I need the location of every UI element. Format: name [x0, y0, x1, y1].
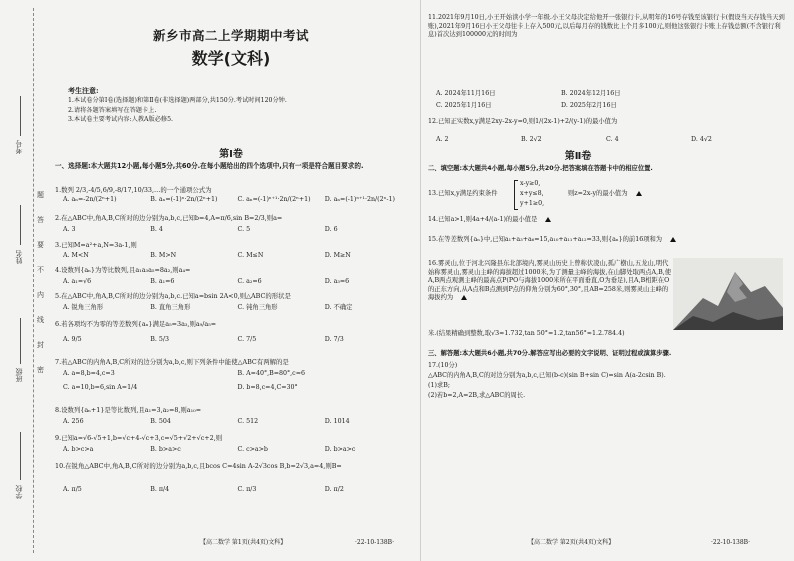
question-10-options	[63, 486, 412, 495]
q16-text: 16.雾灵山,位于河北兴隆县东北部境内,雾灵山历史上曾称伏凌山,孤广樹山,五龙山,明代始称雾灵山,雾灵山主峰的海拔超过1000米,为了测量主峰的海拔,在山脚处取两点A,B,使A,B两点观测主峰的最高点P(PO与海拔1000米所在平面垂直,O为垂足),且A,B相距在O的正东方向,从A点和B点测到P点的仰角分别为60°,30°,且AB=258米,则雾灵山主峰的海拔约为	[428, 260, 672, 301]
footer-page-label: 【高二数学 第1页(共4页)文科】	[200, 539, 287, 546]
option-a: A. 锐角三角形	[63, 304, 104, 311]
question-12: 12.已知正实数x,y满足2xy-2x-y=0,则1/(2x-1)+2/(y-1)的最小值为	[428, 118, 618, 125]
option-c: C. a=10,b=6,sin A=1/4	[63, 384, 138, 391]
mountain-figure	[673, 258, 783, 330]
right-page	[428, 0, 788, 561]
seal-char: 题	[37, 191, 44, 199]
q13-brace	[514, 180, 518, 210]
xingming-label: 姓名	[15, 250, 23, 264]
seal-char: 线	[37, 316, 44, 324]
seal-char: 内	[37, 291, 44, 299]
question-11-options-row1	[436, 90, 686, 99]
question-7-options-row1	[63, 370, 412, 379]
option-a: A. 9/5	[63, 336, 82, 343]
question-7-options-row2	[63, 384, 412, 393]
xuexiao-label: 学校	[15, 485, 23, 499]
option-b: B. 504	[150, 418, 171, 425]
option-c: C. 2025年1月16日	[436, 102, 492, 109]
q15-text: 15.在等差数列{aₙ}中,已知a₁+a₃+a₆=15,a₁₀+a₁₁+a₁₂=33,则{aₙ}的前16项和为	[428, 236, 663, 243]
question-11: 11.2021年9月10日,小王开始读小学一年级.小王父母决定给他开一张银行卡,从明年的16号存钱至该银行卡(假设当天存钱当天到账),2021年9月16日小王父母往卡上存入500元,以后每月存的钱数比上个月多100元,则他这张银行卡账上存钱总额(不含银行利息)首次达到100000元的时间为	[428, 14, 785, 38]
question-8: 8.设数列{aₙ+1}是等比数列,且a₁=3,a₂=8,则a₁₀=	[55, 406, 202, 414]
option-b: B. M>N	[150, 252, 177, 259]
question-15	[428, 236, 788, 245]
part3-heading: 三、解答题:本大题共6小题,共70分.解答应写出必要的文字说明、证明过程或演算步骤.	[428, 350, 672, 357]
question-16	[428, 260, 672, 303]
option-d: D. 6	[324, 226, 338, 233]
option-c: C. a₂=6	[237, 278, 262, 285]
option-a: A. a₁=√6	[63, 278, 92, 285]
question-3-options	[63, 252, 412, 261]
question-17-item: (1)求B;	[428, 382, 450, 389]
seal-char: 答	[37, 216, 44, 224]
option-a: A. b>c>a	[63, 446, 94, 453]
question-13-suffix	[568, 190, 788, 199]
option-b: B. 直角三角形	[150, 304, 191, 311]
notice-item: 3.本试卷主要考试内容:人教A版必修5.	[68, 116, 173, 124]
question-4: 4.设数列{aₙ}为等比数列,且a₁a₃a₅=8a₂,则a₄=	[55, 266, 191, 274]
footer-code: ·22-10-138B·	[711, 539, 750, 546]
seal-char: 要	[37, 241, 44, 249]
question-10: 10.在锐角△ABC中,角A,B,C所对的边分别为a,b,c,且bcos C=4sin A-2√3cos B,b=2√3,a=4,则B=	[55, 462, 342, 470]
option-d: D. b=8,c=4,C=30°	[237, 384, 298, 391]
question-17-item: (2)若b=2,A=2B,求△ABC的周长.	[428, 392, 526, 399]
blank-triangle-icon	[636, 191, 642, 196]
option-b: B. aₙ=(-1)ⁿ·2n/(2ⁿ+1)	[150, 196, 218, 203]
section2-title: 第Ⅱ卷	[564, 151, 592, 162]
option-c: C. 7/5	[237, 336, 257, 343]
q13-text: 则z=2x-y的最小值为	[568, 190, 628, 197]
question-1-options	[63, 196, 412, 205]
option-b: B. a₁=6	[150, 278, 175, 285]
option-a: A. π/5	[63, 486, 82, 493]
option-b: B. b>a>c	[150, 446, 181, 453]
question-6: 6.若各项均不为零的等差数列{aₙ}满足a₅=3a₃,则a₉/a₅=	[55, 320, 217, 328]
q13-condition: y+1≥0,	[520, 200, 545, 207]
q14-text: 14.已知a>1,则4a+4/(a-1)的最小值是	[428, 216, 538, 223]
kaohao-field[interactable]	[20, 96, 21, 136]
question-8-options	[63, 418, 412, 427]
binding-strip	[0, 0, 46, 561]
option-b: B. 4	[150, 226, 163, 233]
question-9: 9.已知a=√6-√5+1,b=√c+4-√c+3,c=√5+√2+√c+2,则	[55, 434, 223, 442]
question-9-options	[63, 446, 412, 455]
option-d: D. 1014	[324, 418, 350, 425]
option-a: A. aₙ=-2n/(2ⁿ+1)	[63, 196, 117, 203]
footer-code: ·22-10-138B·	[355, 539, 394, 546]
question-17-head: 17.(10分)	[428, 362, 458, 369]
option-b: B. π/4	[150, 486, 170, 493]
banji-label: 班级	[15, 368, 23, 382]
question-7: 7.若△ABC的内角A,B,C所对的边分别为a,b,c,则下列条件中能使△ABC有两解的是	[55, 358, 289, 366]
exam-title: 新乡市高二上学期期中考试	[152, 28, 309, 43]
option-a: A. 3	[63, 226, 76, 233]
seal-char: 封	[37, 341, 44, 349]
banji-field[interactable]	[20, 318, 21, 364]
option-c: C. aₙ=(-1)ⁿ⁺¹·2n/(2ⁿ+1)	[237, 196, 311, 203]
option-a: A. a=8,b=4,c=3	[63, 370, 115, 377]
seal-char: 不	[37, 266, 44, 274]
option-a: A. 2024年11月16日	[436, 90, 496, 97]
seal-line	[33, 8, 34, 553]
option-a: A. M<N	[63, 252, 89, 259]
notice-item: 2.请将各题答案填写在答题卡上.	[68, 106, 157, 114]
option-c: C. 512	[237, 418, 259, 425]
option-b: B. A=40°,B=80°,c=6	[237, 370, 305, 377]
question-3: 3.已知M=a²+a,N=3a-1,则	[55, 241, 137, 249]
question-5: 5.在△ABC中,角A,B,C所对的边分别为a,b,c.已知a=bsin 2A<0,则△ABC的形状是	[55, 292, 291, 300]
option-c: C. 钝角三角形	[237, 304, 278, 311]
option-c: C. π/3	[237, 486, 257, 493]
option-c: C. 5	[237, 226, 251, 233]
part2-heading: 二、填空题:本大题共4小题,每小题5分,共20分.把答案填在答题卡中的相应位置.	[428, 165, 653, 172]
option-d: D. M≥N	[324, 252, 351, 259]
xuexiao-field[interactable]	[20, 432, 21, 480]
page-fold	[420, 0, 421, 561]
kaohao-label: 考号	[15, 140, 23, 154]
question-12-options	[436, 136, 776, 145]
question-17-body: △ABC的内角A,B,C的对边分别为a,b,c,已知(b-c)(sin B+sin C)=sin A(a-2csin B).	[428, 372, 666, 379]
question-11-options-row2	[436, 102, 686, 111]
question-2-options	[63, 226, 412, 235]
question-14	[428, 216, 788, 225]
footer-page-label: 【高二数学 第2页(共4页)文科】	[528, 539, 615, 546]
question-16-tail: 米.(结果精确到整数,取√3≈1.732,tan 50°=1.2,tan56°≈1.2.784.4)	[428, 330, 625, 337]
option-d: D. π/2	[324, 486, 344, 493]
part1-heading: 一、选择题:本大题共12小题,每小题5分,共60分.在每小题给出的四个选项中,只有一项是符合题目要求的.	[55, 162, 364, 170]
option-a: A. 256	[63, 418, 84, 425]
option-c: C. c>a>b	[237, 446, 268, 453]
section1-title: 第Ⅰ卷	[219, 149, 243, 160]
xingming-field[interactable]	[20, 205, 21, 245]
option-b: B. 5/3	[150, 336, 170, 343]
q13-condition: x+y≤8,	[520, 190, 544, 197]
question-2: 2.在△ABC中,角A,B,C所对的边分别为a,b,c,已知b=4,A=π/6,sin B=2/3,则a=	[55, 214, 283, 222]
left-page	[50, 0, 412, 561]
blank-triangle-icon	[670, 237, 676, 242]
option-d: D. 4√2	[691, 136, 712, 143]
question-6-options	[63, 336, 412, 345]
question-4-options	[63, 278, 412, 287]
question-13-prefix: 13.已知x,y满足约束条件	[428, 190, 498, 197]
notice-box	[68, 86, 398, 126]
seal-char: 密	[37, 366, 44, 374]
blank-triangle-icon	[461, 295, 467, 300]
notice-heading: 考生注意:	[68, 86, 99, 95]
option-a: A. 2	[436, 136, 449, 143]
notice-item: 1.本试卷分第Ⅰ卷(选择题)和第Ⅱ卷(非选择题)两部分,共150分.考试时间120分钟.	[68, 97, 287, 105]
exam-subject: 数学(文科)	[191, 49, 271, 68]
option-d: D. aₙ=(-1)ⁿ⁺¹·2n/(2ⁿ-1)	[324, 196, 395, 203]
option-d: D. 7/3	[324, 336, 344, 343]
blank-triangle-icon	[545, 217, 551, 222]
q13-condition: x-y≥0,	[520, 180, 541, 187]
option-d: D. a₃=6	[324, 278, 350, 285]
option-c: C. M≤N	[237, 252, 264, 259]
question-5-options	[63, 304, 412, 313]
option-c: C. 4	[606, 136, 619, 143]
option-d: D. 2025年2月16日	[561, 102, 617, 109]
option-b: B. 2√2	[521, 136, 542, 143]
option-b: B. 2024年12月16日	[561, 90, 621, 97]
option-d: D. b>a>c	[324, 446, 356, 453]
option-d: D. 不确定	[324, 304, 353, 311]
question-1: 1.数列 2/3,-4/5,6/9,-8/17,10/33,…的一个通项公式为	[55, 186, 212, 194]
